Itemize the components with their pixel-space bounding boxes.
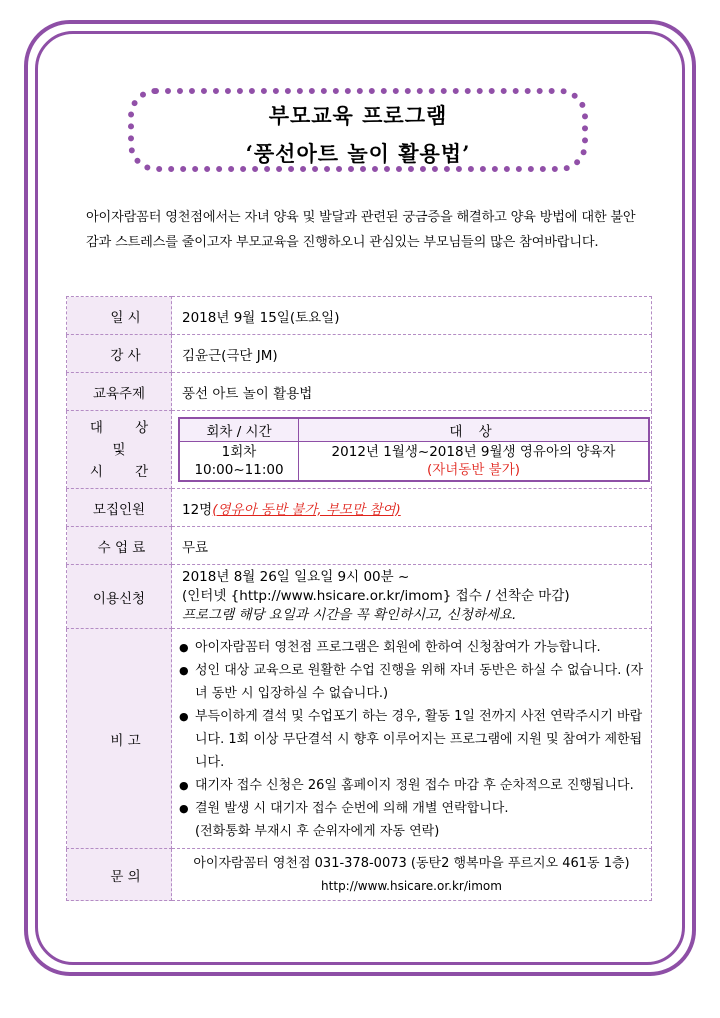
apply-label: 이용신청 — [67, 565, 172, 629]
sub-header-session: 회차 / 시간 — [179, 418, 299, 442]
apply-line-1: 2018년 8월 26일 일요일 9시 00분 ~ — [182, 569, 410, 585]
target-label — [67, 411, 172, 489]
capacity-note: (영유아 동반 불가, 부모만 참여) — [212, 501, 401, 518]
date-value: 2018년 9월 15일(토요일) — [172, 297, 652, 335]
sub-time: 10:00~11:00 — [194, 462, 284, 478]
notes-list — [173, 630, 650, 826]
contact-url[interactable]: http://www.hsicare.or.kr/imom — [321, 878, 502, 893]
note-item: ● 부득이하게 결석 및 수업포기 하는 경우, 활동 1일 전까지 사전 연락주시기 바랍니다. 1회 이상 무단결석 시 향후 이루어지는 프로그램에 지원 및 참여가 제한됩니다. — [179, 705, 644, 774]
contact-line-1: 아이자람꼼터 영천점 031-378-0073 (동탄2 행복마을 푸르지오 461동 1층) — [193, 855, 630, 871]
capacity-label: 모집인원 — [67, 489, 172, 527]
row-topic — [67, 373, 652, 411]
target-value — [172, 411, 652, 489]
sub-header-target: 대 상 — [299, 418, 650, 442]
capacity-value — [172, 489, 652, 527]
sub-target-note: (자녀동반 불가) — [426, 462, 521, 478]
target-subtable — [178, 417, 650, 482]
note-item: ● 성인 대상 교육으로 원활한 수업 진행을 위해 자녀 동반은 하실 수 없습니다. (자녀 동반 시 입장하실 수 없습니다.) — [179, 659, 644, 705]
target-label-2: 및 — [112, 441, 126, 458]
row-contact — [67, 849, 652, 901]
row-capacity — [67, 489, 652, 527]
topic-value: 풍선 아트 놀이 활용법 — [172, 373, 652, 411]
fee-label: 수 업 료 — [67, 527, 172, 565]
sub-session: 1회차 — [221, 444, 257, 460]
note-item: ● 결원 발생 시 대기자 접수 순번에 의해 개별 연락합니다. — [179, 797, 644, 820]
apply-line-3: 프로그램 해당 요일과 시간을 꼭 확인하시고, 신청하세요. — [182, 607, 517, 623]
row-target — [67, 411, 652, 489]
info-table — [66, 296, 652, 901]
title-line-1: 부모교육 프로그램 — [268, 103, 448, 128]
note-sub: (전화통화 부재시 후 순위자에게 자동 연락) — [195, 824, 440, 839]
target-label-1: 대 상 — [89, 419, 163, 436]
capacity-count: 12명 — [182, 501, 213, 518]
lecturer-value: 김윤근(극단 JM) — [172, 335, 652, 373]
lecturer-label: 강 사 — [67, 335, 172, 373]
target-label-3: 시 간 — [89, 463, 163, 480]
contact-value — [172, 849, 652, 901]
row-apply — [67, 565, 652, 629]
title-box — [128, 88, 588, 172]
notes-value — [172, 629, 652, 849]
intro-paragraph: 아이자람꼼터 영천점에서는 자녀 양육 및 발달과 관련된 궁금증을 해결하고 양육 방법에 대한 불안감과 스트레스를 줄이고자 부모교육을 진행하오니 관심있는 부모님들의 많은 참여바랍니다. — [86, 210, 636, 250]
notes-label: 비 고 — [67, 629, 172, 849]
apply-value — [172, 565, 652, 629]
note-item: ● 아이자람꼼터 영천점 프로그램은 회원에 한하여 신청참여가 가능합니다. — [179, 636, 644, 659]
topic-label: 교육주제 — [67, 373, 172, 411]
row-lecturer — [67, 335, 652, 373]
row-fee — [67, 527, 652, 565]
row-date — [67, 297, 652, 335]
title-line-2: ‘풍선아트 놀이 활용법’ — [245, 141, 471, 166]
fee-value: 무료 — [172, 527, 652, 565]
date-label: 일 시 — [67, 297, 172, 335]
note-item: ● 대기자 접수 신청은 26일 홈페이지 정원 접수 마감 후 순차적으로 진행됩니다. — [179, 774, 644, 797]
sub-target-desc: 2012년 1월생~2018년 9월생 영유아의 양육자 — [331, 444, 616, 460]
contact-label: 문 의 — [67, 849, 172, 901]
row-notes — [67, 629, 652, 849]
apply-line-2: (인터넷 {http://www.hsicare.or.kr/imom} 접수 / 선착순 마감) — [182, 588, 570, 604]
